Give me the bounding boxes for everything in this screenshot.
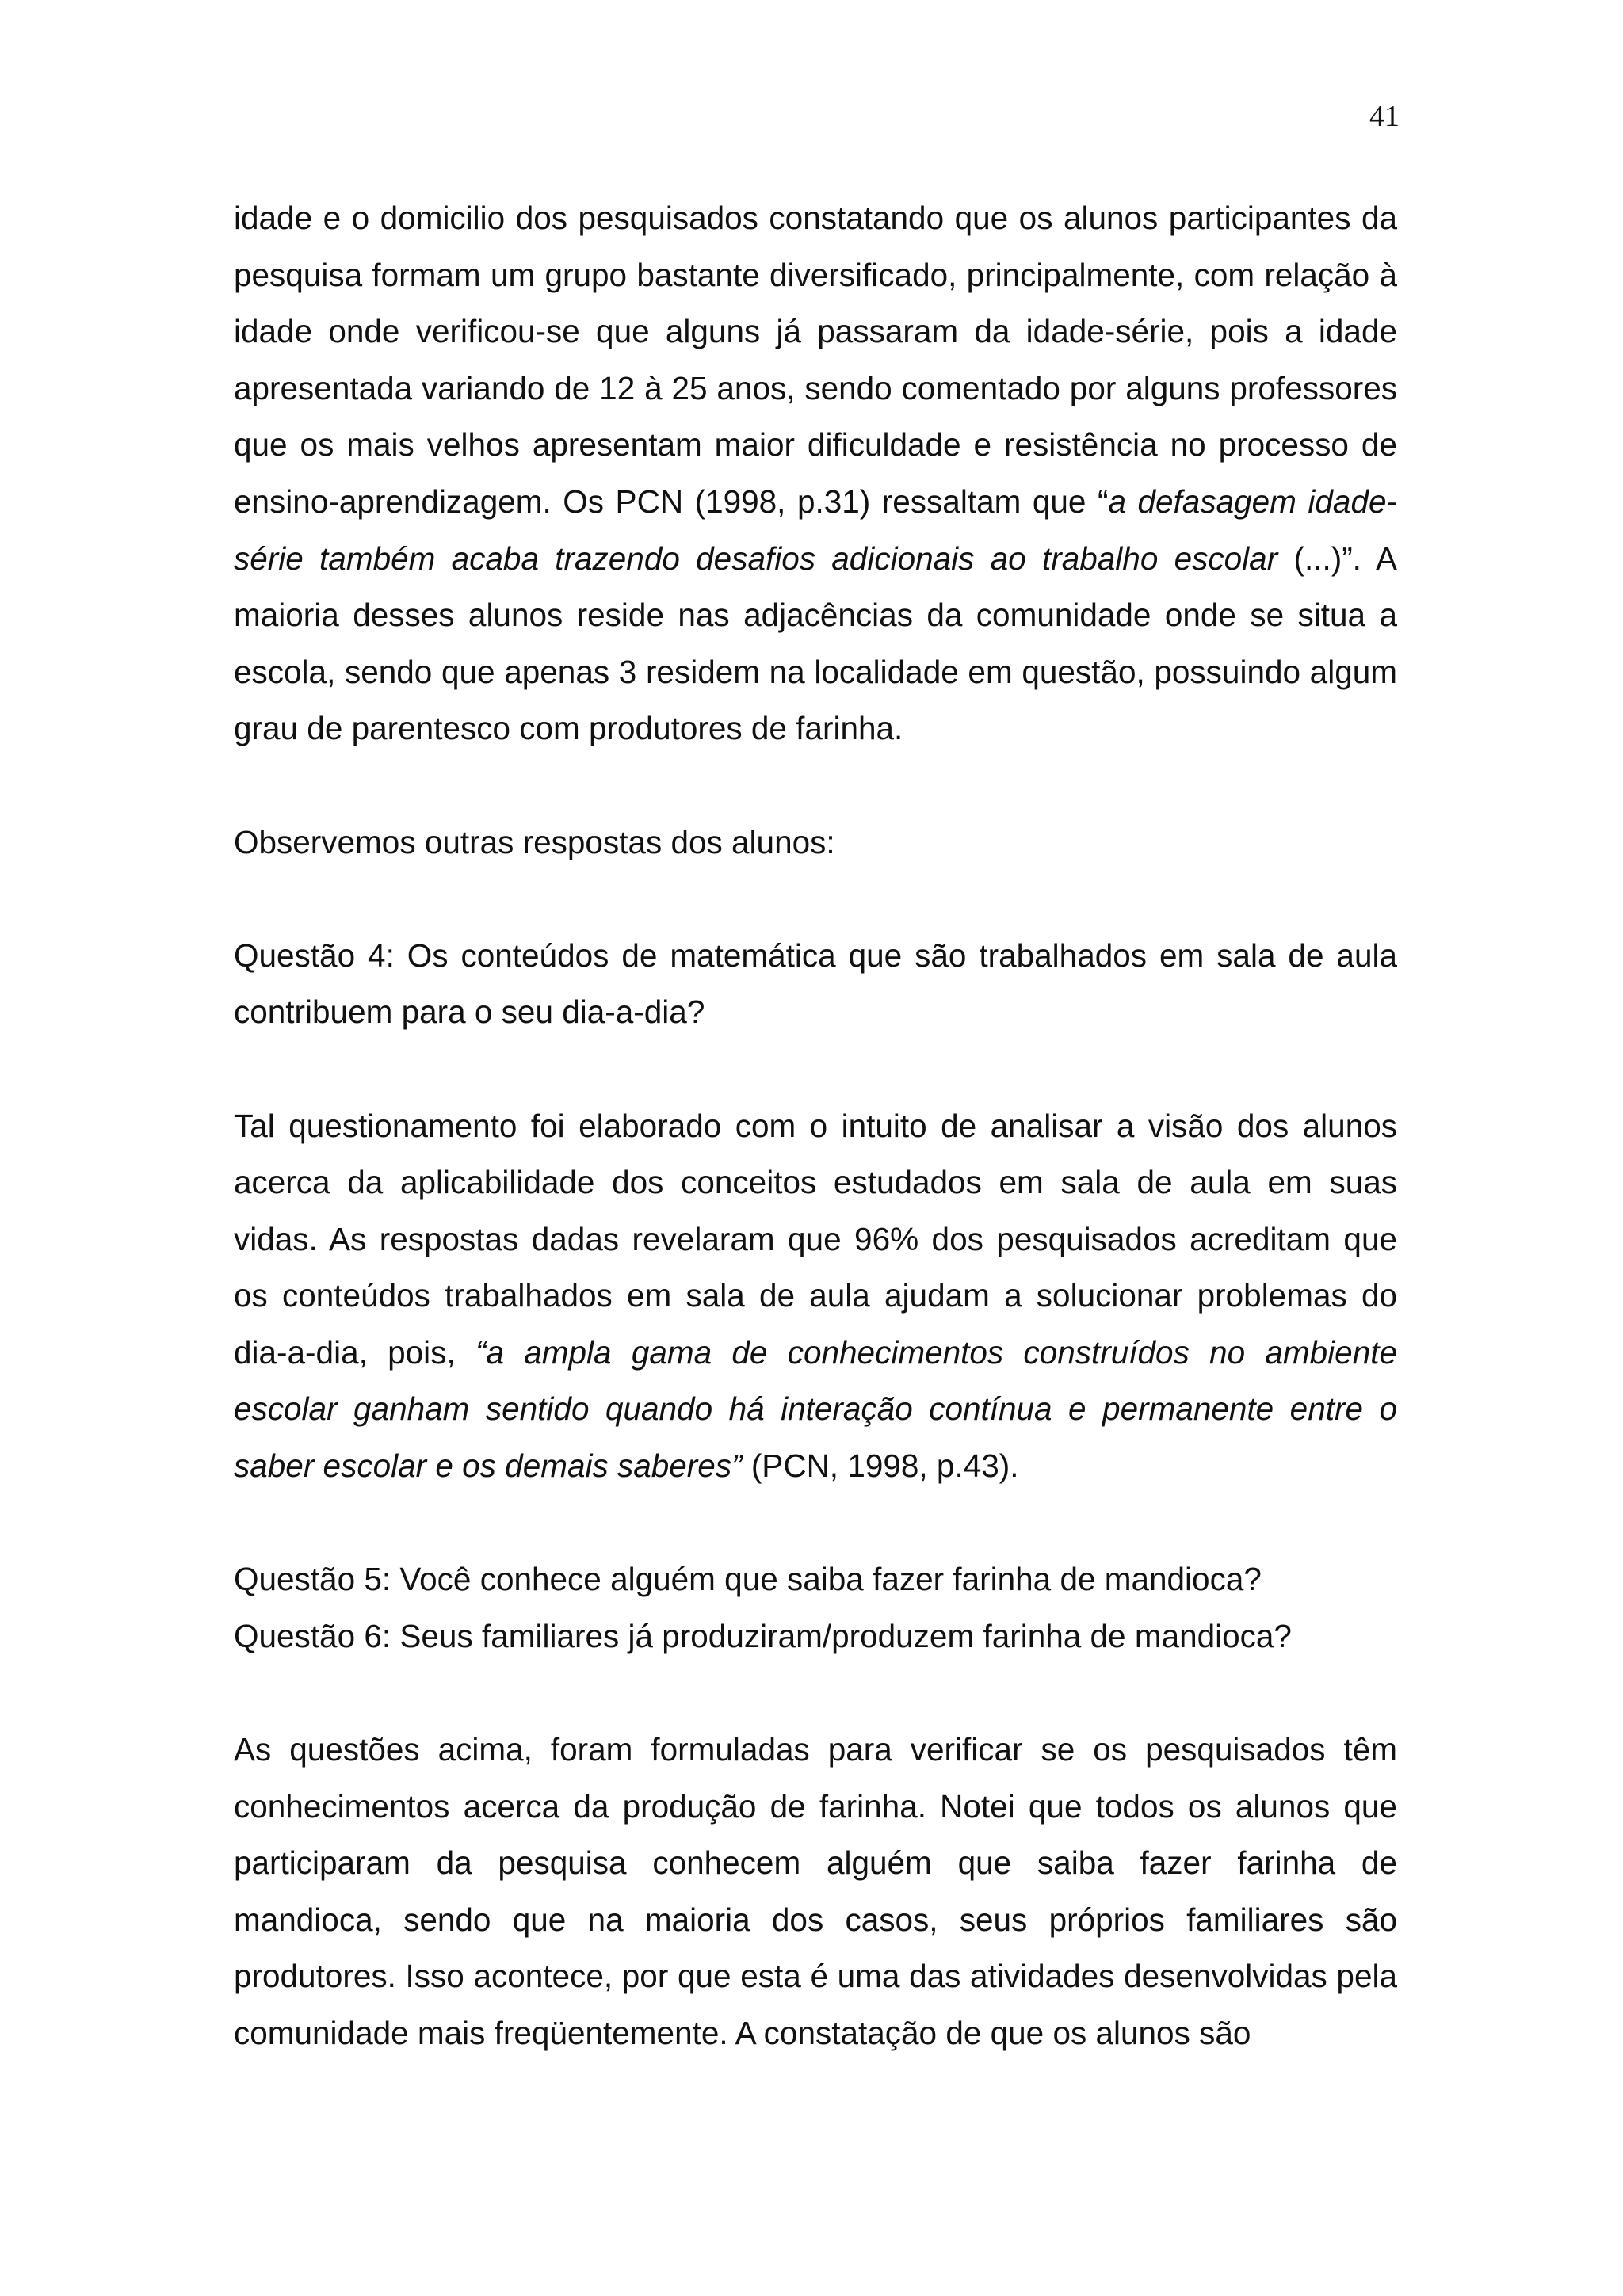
paragraph-intro-responses: Observemos outras respostas dos alunos:: [234, 823, 835, 860]
question-4: Questão 4: Os conteúdos de matemática que são trabalhados em sala de aula contribuem para o seu dia-a-dia?: [234, 936, 1397, 1031]
paragraph-text: (...)”. A maioria desses alunos reside nas adjacências da comunidade onde se situa a escola, sendo que apenas 3 residem na localidade em questão, possuindo algum grau de parentesco com produtores de farinha.: [234, 540, 1397, 747]
pcn-quote: a defasagem idade-série também acaba trazendo desafios adicionais ao trabalho escolar: [234, 482, 1397, 577]
paragraph-text: Tal questionamento foi elaborado com o intuito de analisar a visão dos alunos acerca da aplicabilidade dos conceitos estudados em sala de aula em suas vidas. As respostas dadas revelaram que 96% dos pesquisados acreditam que os conteúdos trabalhados em sala de aula ajudam a solucionar problemas do dia-a-dia, pois,: [234, 1107, 1397, 1371]
paragraph-text: idade e o domicilio dos pesquisados constatando que os alunos participantes da pesquisa formam um grupo bastante diversificado, principalmente, com relação à idade onde verificou-se que alguns já passaram da idade-série, pois a idade apresentada variando de 12 à 25 anos, sendo comentado por alguns professores que os mais velhos apresentam maior dificuldade e resistência no processo de ensino-aprendizagem. Os PCN (1998, p.31) ressaltam que “: [234, 200, 1397, 520]
document-body: [234, 190, 1397, 2062]
page-number: 41: [1369, 100, 1400, 133]
paragraph-question-4-analysis: [234, 1098, 1397, 1495]
paragraph-age-residence: [234, 190, 1397, 757]
paragraph-questions-5-6-analysis: As questões acima, foram formuladas para verificar se os pesquisados têm conhecimentos acerca da produção de farinha. Notei que todos os alunos que participaram da pesquisa conhecem alguém que saiba fazer farinha de mandioca, sendo que na maioria dos casos, seus próprios familiares são produtores. Isso acontece, por que esta é uma das atividades desenvolvidas pela comunidade mais freqüentemente. A constatação de que os alunos são: [234, 1731, 1397, 2051]
question-5: Questão 5: Você conhece alguém que saiba fazer farinha de mandioca?: [234, 1561, 1262, 1598]
pcn-quote: “a ampla gama de conhecimentos construídos no ambiente escolar ganham sentido quando há interação contínua e permanente entre o saber escolar e os demais saberes”: [234, 1333, 1397, 1485]
question-6: Questão 6: Seus familiares já produziram/produzem farinha de mandioca?: [234, 1617, 1292, 1654]
citation: (PCN, 1998, p.43).: [742, 1447, 1019, 1485]
